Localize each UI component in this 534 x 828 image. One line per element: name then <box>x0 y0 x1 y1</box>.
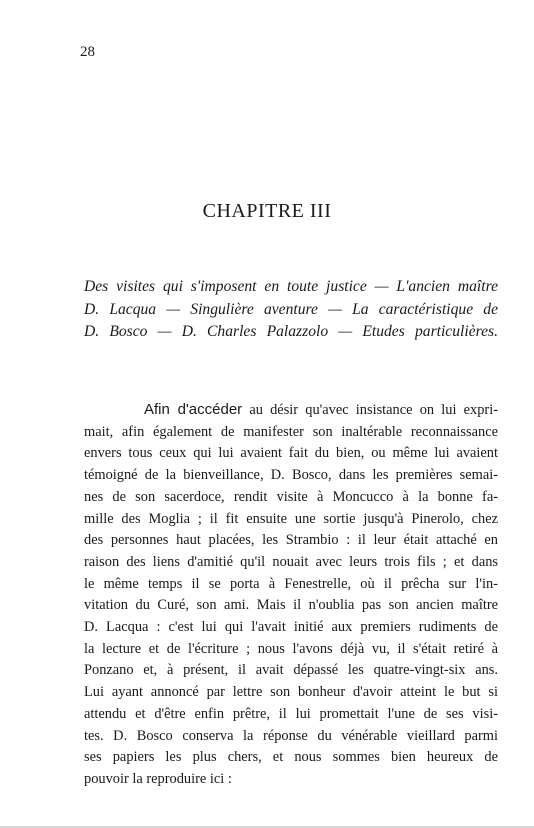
body-line: vitation du Curé, son ami. Mais il n'oublia pas son ancien maître <box>84 597 498 614</box>
body-line: mait, afin également de manifester son inaltérable reconnaissance <box>84 423 498 440</box>
body-line: ses papiers les plus chers, et nous sommes bien heureux de <box>84 749 498 766</box>
body-line: raison des liens d'amitié qu'il nouait avec leurs trois fils ; et dans <box>84 553 498 570</box>
body-line: Ponzano et, à présent, il avait dépassé les quatre-vingt-six ans. <box>84 662 498 679</box>
body-line: envers tous ceux qui lui avaient fait du bien, ou même lui avaient <box>84 445 498 462</box>
chapter-summary <box>84 276 498 344</box>
summary-line: Des visites qui s'imposent en toute justice — L'ancien maître <box>84 278 498 295</box>
body-line: Lui ayant annoncé par lettre son bonheur d'avoir atteint le but si <box>84 684 498 701</box>
body-line: tes. D. Bosco conserva la réponse du vénérable vieillard parmi <box>84 727 498 744</box>
body-line-last: pouvoir la reproduire ici : <box>84 770 232 787</box>
body-line: des personnes haut placées, les Strambio : il leur était attaché en <box>84 532 498 549</box>
summary-line: D. Lacqua — Singulière aventure — La caractéristique de <box>84 300 498 318</box>
body-line: nes de son sacerdoce, rendit visite à Moncucco à la bonne fa- <box>84 488 498 505</box>
body-line: le même temps il se porta à Fenestrelle, où il prêcha sur l'in- <box>84 575 498 592</box>
chapter-title: CHAPITRE III <box>202 200 332 222</box>
body-paragraph <box>84 399 498 791</box>
summary-line: D. Bosco — D. Charles Palazzolo — Etudes particulières. <box>84 323 498 340</box>
body-line: D. Lacqua : c'est lui qui l'avait initié aux premiers rudiments de <box>84 619 498 636</box>
body-line-first-rest: au désir qu'avec insistance on lui expri- <box>249 402 498 418</box>
body-line: mille des Moglia ; il fit ensuite une sortie jusqu'à Pinerolo, chez <box>84 510 498 527</box>
body-line-first <box>84 399 498 422</box>
body-line: attendu et d'être enfin prêtre, il lui promettait l'une de ses visi- <box>84 705 498 722</box>
body-line: témoigné de la bienveillance, D. Bosco, dans les premières semai- <box>84 467 498 484</box>
page-number: 28 <box>80 44 95 60</box>
body-line: la lecture et de l'écriture ; nous l'avons déjà vu, il s'était retiré à <box>84 640 498 657</box>
body-intro-words: Afin d'accéder <box>144 401 243 418</box>
